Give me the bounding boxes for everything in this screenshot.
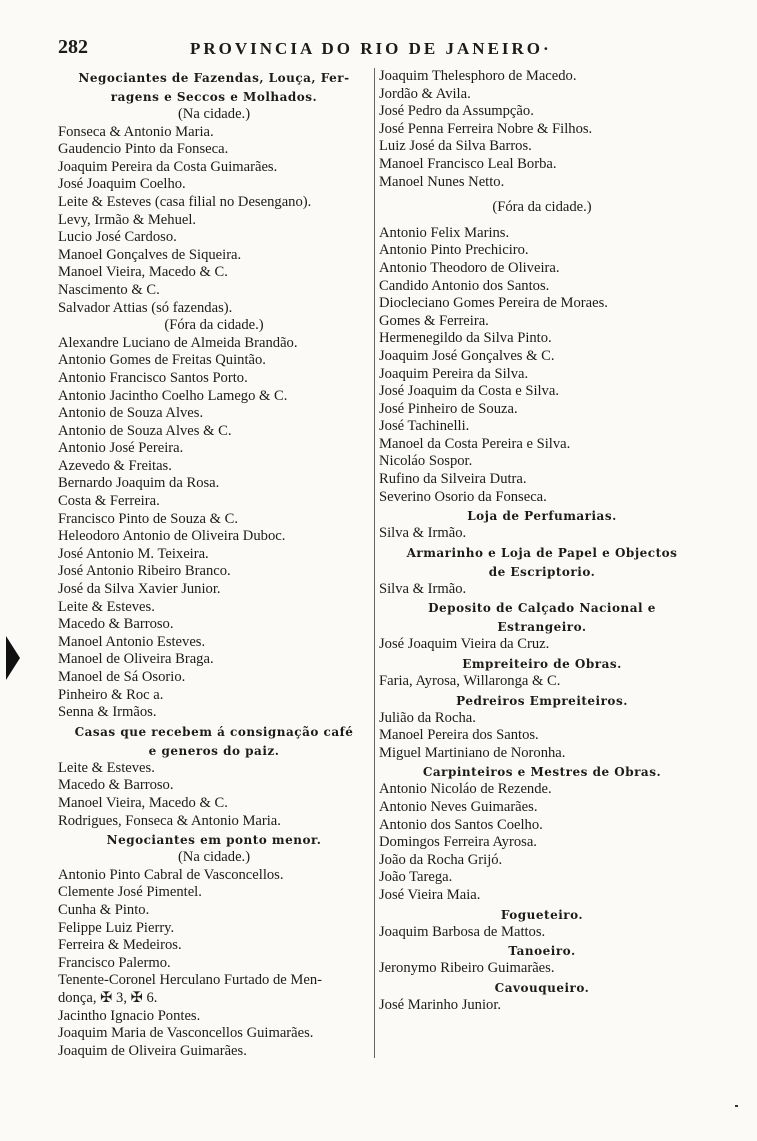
section-heading-fazendas: Negociantes de Fazendas, Louça, Fer-	[78, 71, 350, 85]
list-fazendas-na-cidade	[58, 124, 370, 318]
list-item: Jordão & Avila.	[379, 85, 471, 102]
print-speck	[735, 1105, 738, 1107]
section-heading-calcado: Deposito de Calçado Nacional e	[428, 601, 656, 616]
list-item: Manoel Gonçalves de Siqueira.	[58, 246, 242, 263]
list-item: José Marinho Junior.	[379, 996, 502, 1013]
section-heading-pedreiros: Pedreiros Empreiteiros.	[456, 693, 628, 708]
list-item: Rufino da Silveira Dutra.	[379, 471, 527, 488]
list-item: José Vieira Maia.	[379, 886, 481, 903]
subheading-fora-cidade: (Fóra da cidade.)	[164, 317, 264, 334]
list-item: Alexandre Luciano de Almeida Brandão.	[58, 334, 298, 351]
list-perfumarias	[379, 525, 705, 543]
list-item: Antonio Francisco Santos Porto.	[58, 369, 248, 386]
list-item: José Joaquim Coelho.	[58, 176, 186, 193]
list-calcado	[379, 636, 705, 654]
list-item: Antonio dos Santos Coelho.	[379, 816, 543, 833]
margin-arrow-mark	[6, 636, 20, 680]
section-heading-armarinho-cont: de Escriptorio.	[488, 564, 596, 579]
list-item: Hermenegildo da Silva Pinto.	[379, 330, 552, 347]
list-fora-cidade-right	[379, 225, 705, 507]
list-item: Joaquim Pereira da Costa Guimarães.	[58, 158, 278, 175]
list-item: João da Rocha Grijó.	[379, 851, 503, 868]
list-item: Antonio Neves Guimarães.	[379, 799, 538, 815]
list-item: Joaquim Thelesphoro de Macedo.	[379, 68, 577, 84]
list-item: Julião da Rocha.	[379, 709, 476, 726]
list-item: Macedo & Barroso.	[58, 777, 174, 794]
list-item: donça, ✠ 3, ✠ 6.	[58, 989, 158, 1006]
list-empreiteiro	[379, 673, 705, 691]
list-item: Nicoláo Sospor.	[379, 453, 473, 470]
list-item: Antonio Pinto Prechiciro.	[379, 242, 529, 259]
list-item: Manoel Pereira dos Santos.	[379, 727, 539, 744]
list-item: Diocleciano Gomes Pereira de Moraes.	[379, 295, 608, 312]
list-item: Antonio Pinto Cabral de Vasconcellos.	[58, 866, 284, 883]
page-number: 282	[58, 36, 88, 58]
list-item: Azevedo & Freitas.	[58, 457, 172, 474]
section-heading-tanoeiro: Tanoeiro.	[508, 944, 576, 959]
list-item: José Pinheiro de Souza.	[379, 400, 518, 417]
page-header	[58, 36, 698, 58]
list-item: José Antonio M. Teixeira.	[58, 545, 209, 562]
list-item: Gaudencio Pinto da Fonseca.	[58, 141, 229, 158]
list-item: Antonio José Pereira.	[58, 440, 184, 457]
list-item: Manoel Antonio Esteves.	[58, 633, 206, 650]
list-item: Silva & Irmão.	[379, 525, 467, 542]
list-item: Antonio Felix Marins.	[379, 224, 510, 241]
section-heading-armarinho: Armarinho e Loja de Papel e Objectos	[406, 545, 678, 560]
list-item: Joaquim Maria de Vasconcellos Guimarães.	[58, 1025, 314, 1042]
subheading-fora-cidade-right: (Fóra da cidade.)	[492, 199, 592, 216]
list-item: Manoel Vieira, Macedo & C.	[58, 264, 228, 281]
section-heading-consignacao: Casas que recebem á consignação café	[74, 724, 354, 739]
section-heading-cavouqueiro: Cavouqueiro.	[494, 980, 590, 995]
list-item: Costa & Ferreira.	[58, 493, 160, 510]
section-heading-fogueteiro: Fogueteiro.	[500, 907, 584, 922]
list-ponto-menor	[58, 867, 370, 1061]
list-item: Jacintho Ignacio Pontes.	[58, 1007, 201, 1024]
list-item: Francisco Pinto de Souza & C.	[58, 510, 238, 527]
list-item: Nascimento & C.	[58, 281, 160, 298]
left-column	[58, 68, 370, 1060]
list-item: Ferreira & Medeiros.	[58, 937, 182, 954]
list-armarinho	[379, 581, 705, 599]
list-item: Salvador Attias (só fazendas).	[58, 299, 233, 316]
subheading-ponto-menor-cidade: (Na cidade.)	[177, 849, 251, 866]
list-item: Miguel Martiniano de Noronha.	[379, 744, 566, 761]
list-item: João Tarega.	[379, 869, 453, 886]
list-carpinteiros	[379, 781, 705, 904]
running-title: PROVINCIA DO RIO DE JANEIRO·	[190, 39, 552, 58]
list-item: Senna & Irmãos.	[58, 704, 157, 721]
list-item: Clemente José Pimentel.	[58, 884, 202, 901]
list-item: Antonio Theodoro de Oliveira.	[379, 259, 560, 276]
section-heading-fazendas-cont: ragens e Seccos e Molhados.	[110, 90, 318, 104]
list-item: Francisco Palermo.	[58, 954, 171, 971]
list-item: Domingos Ferreira Ayrosa.	[379, 834, 537, 851]
subheading-na-cidade: (Na cidade.)	[177, 106, 251, 122]
section-heading-carpinteiros: Carpinteiros e Mestres de Obras.	[422, 765, 662, 780]
list-item: José Joaquim da Costa e Silva.	[379, 383, 559, 400]
list-item: Pinheiro & Roc a.	[58, 686, 164, 703]
list-item: Candido Antonio dos Santos.	[379, 277, 550, 294]
list-item: Antonio Jacintho Coelho Lamego & C.	[58, 387, 288, 404]
list-item: Cunha & Pinto.	[58, 901, 150, 918]
list-item: Leite & Esteves (casa filial no Desengano).	[58, 193, 312, 210]
list-item: José Antonio Ribeiro Branco.	[58, 563, 231, 580]
list-item: Fonseca & Antonio Maria.	[58, 123, 214, 140]
list-cavouqueiro	[379, 997, 705, 1015]
list-item: José Tachinelli.	[379, 418, 470, 435]
list-fazendas-fora-cidade	[58, 335, 370, 722]
list-item: Antonio de Souza Alves.	[58, 405, 204, 422]
list-item: Manoel de Oliveira Braga.	[58, 651, 214, 668]
list-fogueteiro	[379, 924, 705, 942]
list-tanoeiro	[379, 960, 705, 978]
list-item: Jeronymo Ribeiro Guimarães.	[379, 960, 555, 977]
list-item: Gomes & Ferreira.	[379, 312, 489, 329]
list-item: Joaquim Pereira da Silva.	[379, 365, 529, 382]
list-item: Macedo & Barroso.	[58, 616, 174, 633]
list-consignacao	[58, 760, 370, 830]
list-item: Tenente-Coronel Herculano Furtado de Men-	[58, 972, 323, 989]
list-item: Joaquim de Oliveira Guimarães.	[58, 1042, 247, 1059]
list-item: Luiz José da Silva Barros.	[379, 138, 532, 155]
list-item: Leite & Esteves.	[58, 759, 155, 776]
list-item: Heleodoro Antonio de Oliveira Duboc.	[58, 528, 286, 545]
list-item: Manoel da Costa Pereira e Silva.	[379, 435, 571, 452]
list-item: José Penna Ferreira Nobre & Filhos.	[379, 120, 593, 137]
section-heading-ponto-menor: Negociantes em ponto menor.	[106, 833, 322, 848]
section-heading-calcado-cont: Estrangeiro.	[497, 620, 587, 635]
list-item: Severino Osorio da Fonseca.	[379, 488, 547, 505]
list-item: Antonio de Souza Alves & C.	[58, 422, 232, 439]
list-continued-na-cidade	[379, 68, 705, 191]
list-item: Silva & Irmão.	[379, 580, 467, 597]
list-item: Leite & Esteves.	[58, 598, 155, 615]
section-heading-empreiteiro: Empreiteiro de Obras.	[462, 657, 622, 672]
list-item: Antonio Nicoláo de Rezende.	[379, 781, 552, 798]
list-item: Levy, Irmão & Mehuel.	[58, 211, 197, 228]
column-divider	[374, 68, 375, 1058]
list-item: José Joaquim Vieira da Cruz.	[379, 636, 550, 653]
list-item: Rodrigues, Fonseca & Antonio Maria.	[58, 812, 281, 829]
section-heading-consignacao-cont: e generos do paiz.	[148, 743, 280, 758]
list-item: Lucio José Cardoso.	[58, 229, 177, 246]
list-item: Bernardo Joaquim da Rosa.	[58, 475, 220, 492]
list-item: José da Silva Xavier Junior.	[58, 581, 221, 598]
section-heading-perfumarias: Loja de Perfumarias.	[467, 509, 617, 524]
list-item: Manoel Nunes Netto.	[379, 173, 505, 190]
list-item: Antonio Gomes de Freitas Quintão.	[58, 352, 266, 369]
list-item: Manoel de Sá Osorio.	[58, 669, 186, 685]
list-item: Manoel Francisco Leal Borba.	[379, 155, 557, 172]
list-item: Felippe Luiz Pierry.	[58, 919, 175, 936]
list-item: Joaquim Barbosa de Mattos.	[379, 923, 546, 940]
list-item: Faria, Ayrosa, Willaronga & C.	[379, 673, 561, 690]
list-item: Joaquim José Gonçalves & C.	[379, 347, 555, 364]
right-column	[379, 68, 705, 1014]
list-pedreiros	[379, 710, 705, 763]
list-item: José Pedro da Assumpção.	[379, 103, 534, 120]
list-item: Manoel Vieira, Macedo & C.	[58, 794, 228, 811]
